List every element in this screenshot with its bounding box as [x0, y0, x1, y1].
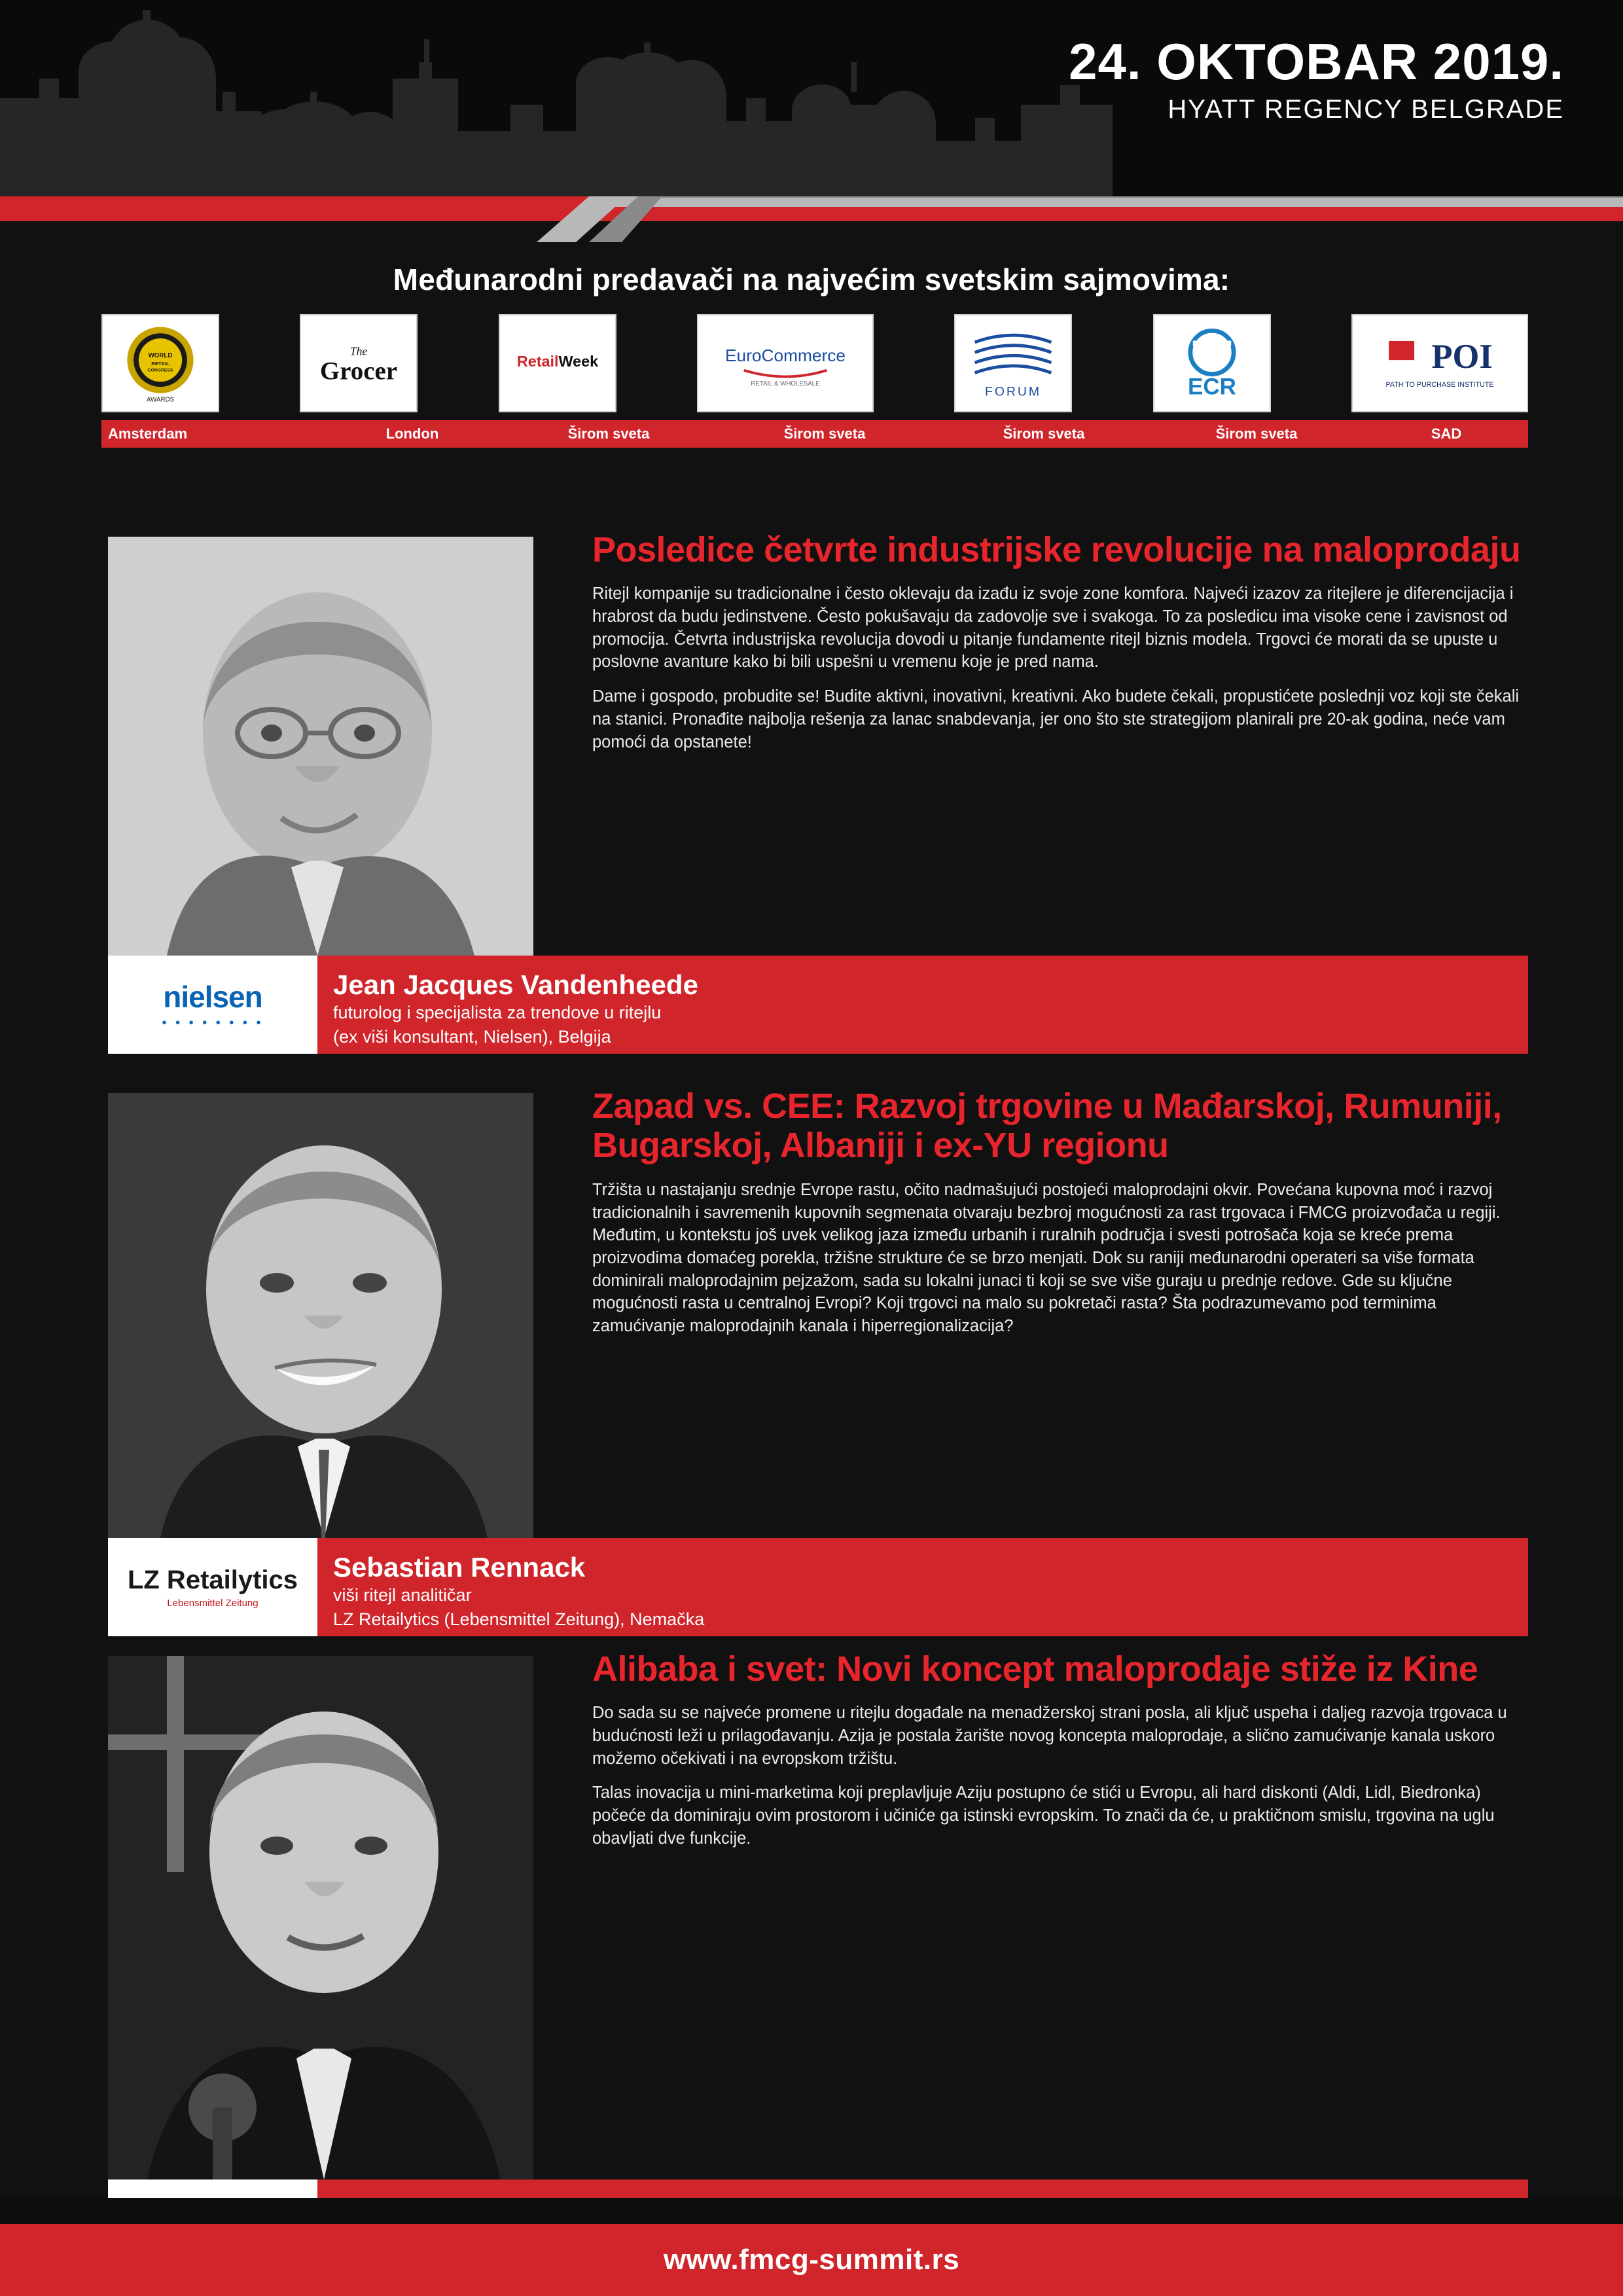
speaker-1-text: [592, 583, 1522, 753]
lz-retailytics-logo: [108, 1538, 317, 1636]
intl-title: Međunarodni predavači na najvećim svetskim sajmovima:: [393, 262, 1230, 296]
speaker-1-title: Posledice četvrte industrijske revolucije na maloprodaju: [592, 530, 1521, 569]
speaker-3-text: [592, 1702, 1522, 1850]
belgrade-skyline-silhouette: [0, 0, 1113, 196]
event-venue: HYATT REGENCY BELGRADE: [1168, 95, 1564, 124]
lz-retailytics-sub: Lebensmittel Zeitung: [167, 1598, 259, 1609]
event-date-block: [1069, 33, 1564, 124]
svg-text:ECR: ECR: [1187, 374, 1236, 400]
caption-amsterdam: Amsterdam: [108, 425, 188, 442]
nielsen-logo-dots: • • • • • • • •: [162, 1015, 264, 1030]
ecr-logo: [1153, 314, 1271, 412]
speaker-2-role-line1: viši ritejl analitičar: [333, 1585, 472, 1605]
footer-website-url[interactable]: www.fmcg-summit.rs: [663, 2244, 960, 2276]
speaker-2-text: [592, 1179, 1522, 1338]
svg-text:PATH TO PURCHASE INSTITUTE: PATH TO PURCHASE INSTITUTE: [1385, 381, 1494, 389]
caption-ecr: Širom sveta: [1215, 425, 1298, 442]
speaker-1-paragraph-1: Ritejl kompanije su tradicionalne i često oklevaju da izađu iz svoje zone komfora. Najveći izazov za ritejlere je diferencijacija i hrabrost da budu jedinstvene. Često pokušavaju da zadovolje sve i svakoga. To za posledicu ima visoke cene i zavisnost od promocija. Četvrta industrijska revolucija dovodi u pitanje fundamente ritejl biznis modela. Trgovci će morati da se upuste u poslovne avanture kako bi bili uspešni u vremenu koje je pred nama.: [592, 584, 1514, 672]
nielsen-logo: [108, 956, 317, 1054]
caption-eurocommerce: Širom sveta: [783, 425, 866, 442]
svg-text:RETAIL: RETAIL: [151, 360, 169, 367]
svg-text:CONGRESS: CONGRESS: [147, 368, 173, 373]
svg-text:FORUM: FORUM: [985, 384, 1042, 399]
caption-london: London: [385, 425, 439, 442]
nielsen-logo-text: nielsen: [163, 979, 262, 1014]
footer: [0, 2224, 1623, 2296]
speaker-1-namebar: [108, 956, 1528, 1054]
speaker-1-name: Jean Jacques Vandenheede: [333, 969, 698, 1001]
caption-retailweek: Širom sveta: [567, 425, 650, 442]
eurocommerce-logo: [697, 314, 874, 412]
speaker-1-body: [592, 530, 1522, 753]
header-diagonal-band: [0, 196, 1623, 242]
speaker-1-paragraph-2: Dame i gospodo, probudite se! Budite aktivni, inovativni, kreativni. Ako budete čekali, propustićete poslednji voz koji ste čekali na stanici. Pronađite najbolja rešenja za lanac snabdevanja, jer ono što ste strategijom planirali pre 20-ak godina, neće vam pomoći da opstanete!: [592, 687, 1520, 751]
speaker-1-role-line1: futurolog i specijalista za trendove u ritejlu: [333, 1003, 662, 1023]
svg-text:EuroCommerce: EuroCommerce: [725, 346, 846, 366]
caption-forum: Širom sveta: [1003, 425, 1085, 442]
retail-week-logo: [499, 314, 616, 412]
svg-text:The: The: [350, 344, 368, 358]
speaker-2-body: [592, 1086, 1522, 1338]
the-grocer-logo: [300, 314, 418, 412]
speaker-3-paragraph-1: Do sada su se najveće promene u ritejlu događale na menadžerskoj strani posla, ali ključ uspeha i daljeg razvoja trgovaca u budućnosti leži u prilagođavanju. Azija je postala žarište novog koncepta maloprodaje, a slično zamućivanje kanala uskoro možemo očekivati i na evropskom tržištu.: [592, 1704, 1507, 1768]
logo-row: [101, 314, 1528, 412]
speaker-3-body: [592, 1649, 1522, 1850]
forum-logo: [954, 314, 1072, 412]
header: [0, 0, 1623, 196]
speaker-photo-gaul: [108, 1656, 533, 2179]
poi-logo: [1351, 314, 1528, 412]
svg-text:RETAIL & WHOLESALE: RETAIL & WHOLESALE: [751, 380, 820, 388]
event-date: 24. OKTOBAR 2019.: [1069, 33, 1564, 90]
footer-spacer: [0, 2198, 1623, 2224]
logo-captions-bar: [101, 420, 1528, 448]
speaker-2-namebar: [108, 1538, 1528, 1636]
svg-text:RetailWeek: RetailWeek: [516, 352, 598, 370]
speaker-2-role-line2: LZ Retailytics (Lebensmittel Zeitung), Nemačka: [333, 1609, 705, 1630]
speaker-3-paragraph-2: Talas inovacija u mini-marketima koji preplavljuje Aziju postupno će stići u Evropu, ali hard diskonti (Aldi, Lidl, Biedronka) počeće da dominiraju ovim prostorom i učiniće ga istinski evropskim. To znači da će, u praktičnom smislu, trgovina na uglu obavljati dve funkcije.: [592, 1784, 1495, 1848]
speaker-3-title: Alibaba i svet: Novi koncept maloprodaje stiže iz Kine: [592, 1649, 1478, 1689]
svg-text:POI: POI: [1431, 337, 1493, 376]
speaker-photo-rennack: [108, 1093, 533, 1538]
svg-text:AWARDS: AWARDS: [147, 396, 174, 404]
speaker-2-name: Sebastian Rennack: [333, 1552, 586, 1583]
world-retail-congress-logo: [101, 314, 219, 412]
caption-poi: SAD: [1431, 425, 1462, 442]
lz-retailytics-logo-text: LZ Retailytics: [127, 1566, 298, 1594]
speaker-2-paragraph-1: Tržišta u nastajanju srednje Evrope rastu, očito nadmašujući postojeći maloprodajni okvir. Povećana kupovna moć i razvoj tradicionalnih i savremenih kupovnih segmenata otvaraju bezbroj mogućnosti za rast trgovaca i FMCG proizvođača u regiji. Međutim, u kontekstu još uvek velikog jaza između urbanih i ruralnih područja i svesti potrošača koja se kreće prema proizvodima domaćeg porekla, tržišne strukture će se brzo menjati. Dok su raniji međunarodni operateri sa više formata dominirali maloprodajnim pejzažom, sada su lokalni junaci ti koji se sve više guraju u prednje redove. Gde su ključne mogućnosti rasta u centralnoj Evropi? Koji trgovci na malo su pokretači rasta? Šta podrazumevamo pod terminima zamućivanje maloprodajnih kanala i hiperregionalizacija?: [592, 1180, 1501, 1335]
international-speakers-strip: [0, 242, 1623, 484]
speaker-photo-vandenheede: [108, 537, 533, 956]
speaker-1-role-line2: (ex viši konsultant, Nielsen), Belgija: [333, 1027, 611, 1047]
speaker-2-title: Zapad vs. CEE: Razvoj trgovine u Mađarskoj, Rumuniji, Bugarskoj, Albaniji i ex-YU regionu: [592, 1086, 1502, 1166]
svg-text:WORLD: WORLD: [148, 352, 173, 360]
svg-text:Grocer: Grocer: [320, 357, 398, 386]
